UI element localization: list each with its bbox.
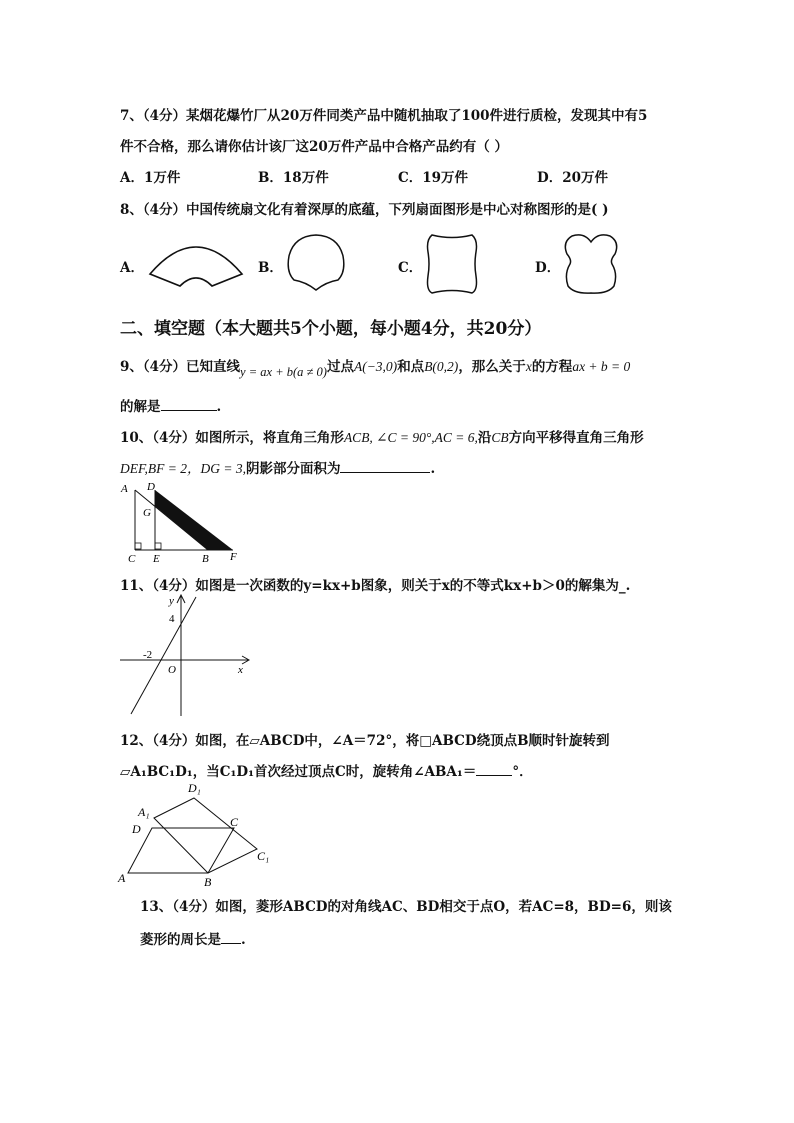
q8-label-c: C． <box>398 260 423 276</box>
section-2-heading: 二、填空题（本大题共5个小题，每小题4分，共20分） <box>120 319 542 339</box>
q11-label-origin: O <box>168 664 176 676</box>
q12-label-a: A <box>118 871 126 885</box>
q9-tail2: 的方程 <box>531 359 573 375</box>
q10-math-1: ACB, ∠C = 90°,AC = 6, <box>343 430 478 445</box>
q11-figure <box>118 592 254 720</box>
q10-cb: CB <box>491 430 509 445</box>
q9-point-a: A(−3,0) <box>353 359 398 374</box>
q7-line-1: 7、（4分）某烟花爆竹厂从20万件同类产品中随机抽取了100件进行质检，发现其中有5 <box>120 108 648 124</box>
q10-line-2 <box>120 457 435 477</box>
q12-label-d: D <box>132 822 141 836</box>
q10-label-f: F <box>230 551 237 563</box>
q12-line-1: 12、（4分）如图，在▱ABCD中，∠A＝72°，将□ABCD绕顶点B顺时针旋转到 <box>120 733 610 749</box>
q7-option-c: C．19万件 <box>398 170 469 186</box>
q9-answer-prefix: 的解是 <box>120 399 161 415</box>
q10-end: . <box>430 461 436 477</box>
q10-text-2: 阴影部分面积为 <box>245 461 341 477</box>
q13-line-1: 13、（4分）如图，菱形ABCD的对角线AC、BD相交于点O，若AC=8，BD=6，则该 <box>140 899 672 915</box>
q10-label-g: G <box>143 507 151 519</box>
q9-answer-end: . <box>216 399 222 415</box>
q9-equation: ax + b = 0 <box>572 359 631 374</box>
q9-line-2 <box>120 395 221 415</box>
q7-option-b: B．18万件 <box>258 170 329 186</box>
q9-line-equation: y = ax + b(a ≠ 0) <box>240 365 327 379</box>
q10-label-b: B <box>202 553 209 564</box>
q11-stem: 11、（4分）如图是一次函数的y=kx+b图象，则关于x的不等式kx+b＞0的解集为_. <box>120 578 631 594</box>
q12-answer-blank[interactable] <box>476 763 512 776</box>
q8-label-d: D． <box>535 260 561 276</box>
q12-label-c: C <box>230 815 239 829</box>
q10-answer-blank[interactable] <box>340 460 430 473</box>
q7-option-d: D．20万件 <box>537 170 608 186</box>
q13-answer-blank[interactable] <box>221 931 241 944</box>
q7-option-a: A．1万件 <box>120 170 181 186</box>
fan-b-figure <box>286 232 346 294</box>
q8-label-b: B． <box>258 260 283 276</box>
q10-label-e: E <box>153 553 160 564</box>
q8-stem: 8、（4分）中国传统扇文化有着深厚的底蕴，下列扇面图形是中心对称图形的是( ) <box>120 202 609 218</box>
q13-line-2 <box>140 928 246 948</box>
q9-line-1 <box>120 355 631 379</box>
q12-line-2-end: °． <box>512 764 533 780</box>
fan-d-figure <box>562 232 620 296</box>
q9-tail: ，那么关于 <box>458 359 526 375</box>
q10-mid: 沿 <box>477 430 492 446</box>
fan-c-figure <box>424 232 480 296</box>
q12-label-d1: D₁ <box>188 781 201 795</box>
q10-label-c: C <box>128 553 136 564</box>
q13-line-2-end: . <box>241 932 246 948</box>
q7-line-2: 件不合格，那么请你估计该厂这20万件产品中合格产品约有（ ） <box>120 139 508 155</box>
q10-tail: 方向平移得直角三角形 <box>508 430 644 446</box>
q10-math-2: DEF,BF = 2，DG = 3, <box>120 461 246 476</box>
q10-prefix: 10、（4分）如图所示，将直角三角形 <box>120 430 344 446</box>
q12-line-2-text: ▱A₁BC₁D₁，当C₁D₁首次经过顶点C时，旋转角∠ABA₁＝ <box>120 764 477 780</box>
q12-label-c1: C₁ <box>257 849 270 863</box>
q12-label-a1: A₁ <box>138 805 150 819</box>
q13-line-2-text: 菱形的周长是 <box>140 932 221 948</box>
q12-label-b: B <box>204 875 212 888</box>
q9-point-b: B(0,2) <box>424 359 459 374</box>
fan-a-figure <box>146 234 246 290</box>
q10-line-1 <box>120 426 644 446</box>
q12-figure <box>116 778 282 888</box>
q11-label-4: 4 <box>169 613 175 625</box>
q9-prefix: 9、（4分）已知直线 <box>120 359 241 375</box>
q9-var-x: x <box>525 359 532 374</box>
q11-label-y: y <box>169 595 174 607</box>
q9-and: 和点 <box>397 359 425 375</box>
q11-label-x: x <box>238 664 243 676</box>
q10-figure <box>118 480 248 564</box>
q11-label-minus2: -2 <box>143 649 153 661</box>
q10-label-d: D <box>147 481 155 493</box>
q12-line-2 <box>120 760 533 780</box>
q9-answer-blank[interactable] <box>161 398 217 411</box>
q10-label-a: A <box>121 483 128 495</box>
q9-mid: 过点 <box>326 359 354 375</box>
q8-label-a: A． <box>120 260 144 276</box>
